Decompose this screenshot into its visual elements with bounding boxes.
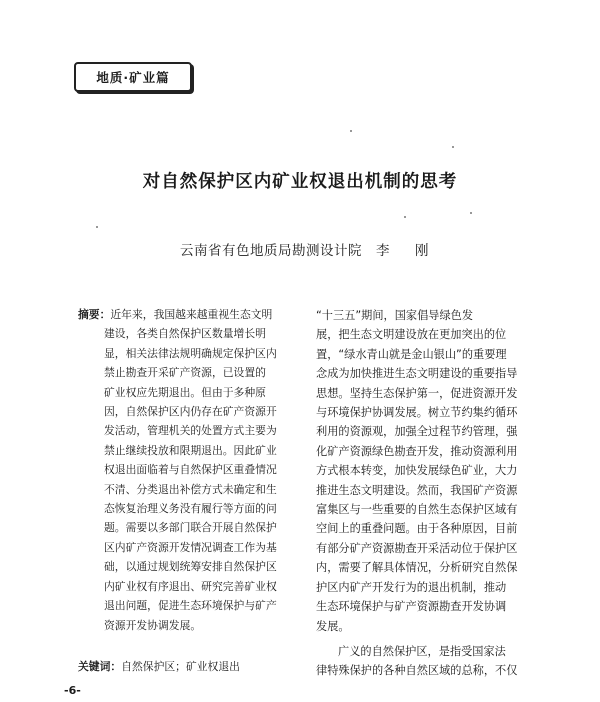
abstract-line: 显，相关法律法规明确规定保护区内 [104, 346, 277, 360]
body-line: 念成为加快推进生态文明建设的重要指导 [316, 367, 518, 381]
body-line: 富集区与一些重要的自然生态保护区域有 [316, 503, 518, 517]
abstract-line: 础，以通过规划统筹安排自然保护区 [104, 560, 277, 574]
abstract-line: 禁止勘查开采矿产资源，已设置的 [104, 366, 266, 380]
body-line: 推进生态文明建设。然而，我国矿产资源 [316, 483, 518, 497]
body-line: 利用的资源观，加强全过程节约管理，强 [316, 425, 518, 439]
abstract-line: 态恢复治理义务没有履行等方面的问 [104, 502, 277, 516]
section-badge [74, 62, 192, 92]
body-line: 有部分矿产资源勘查开采活动位于保护区 [316, 541, 518, 555]
body-line: 生态环境保护与矿产资源勘查开发协调 [316, 600, 507, 614]
keywords [78, 659, 300, 674]
body-line: 广义的自然保护区，是指受国家法 [338, 644, 506, 658]
author-name: 李 刚 [376, 243, 435, 259]
abstract [78, 305, 300, 635]
body-line: 方式根本转变，加快发展绿色矿业，大力 [316, 464, 518, 478]
abstract-line: 矿业权应先期退出。但由于多种原 [104, 385, 266, 399]
abstract-line: 资源开发协调发展。 [104, 618, 202, 632]
abstract-line: 区内矿产资源开发情况调查工作为基 [104, 540, 277, 554]
body-line: 思想。坚持生态保护第一，促进资源开发 [316, 386, 518, 400]
scan-speck [470, 212, 472, 214]
section-label: 地质·矿业篇 [96, 70, 170, 85]
abstract-line: 建设，各类自然保护区数量增长明 [104, 327, 266, 341]
scan-speck [404, 216, 406, 218]
byline [180, 239, 435, 259]
author-affiliation: 云南省有色地质局勘测设计院 [180, 243, 362, 259]
body-line: 化矿产资源绿色勘查开发，推动资源利用 [316, 444, 518, 458]
abstract-label: 摘要： [78, 308, 111, 321]
scan-speck [96, 226, 98, 228]
body-paragraph [316, 642, 548, 681]
abstract-line: 不清、分类退出补偿方式未确定和生 [104, 482, 277, 496]
abstract-line: 权退出面临着与自然保护区重叠情况 [104, 463, 277, 477]
abstract-first-line: 摘要：近年来，我国越来越重视生态文明 [78, 308, 273, 321]
body-line: 护区内矿产开发行为的退出机制，推动 [316, 580, 507, 594]
abstract-line: 发活动，管理机关的处置方式主要为 [104, 424, 277, 438]
article-title: 对自然保护区内矿业权退出机制的思考 [142, 172, 458, 192]
body-column [316, 306, 548, 681]
body-line: 展，把生态文明建设放在更加突出的位 [316, 328, 507, 342]
body-line: 发展。 [316, 619, 350, 633]
page-number: -6- [64, 684, 81, 697]
abstract-line: 内矿业权有序退出、研究完善矿业权 [104, 579, 277, 593]
body-line: 置，“绿水青山就是金山银山”的重要理 [316, 347, 507, 361]
body-line: “十三五”期间，国家倡导绿色发 [316, 309, 474, 322]
body-line: 空间上的重叠问题。由于各种原因，目前 [316, 522, 518, 536]
body-line: 律特殊保护的各种自然区域的总称，不仅 [316, 664, 518, 678]
scan-speck [350, 130, 352, 132]
keywords-text: 自然保护区；矿业权退出 [121, 660, 240, 673]
body-line: 与环境保护协调发展。树立节约集约循环 [316, 406, 518, 420]
abstract-line: 退出问题，促进生态环境保护与矿产 [104, 599, 277, 613]
scan-speck [452, 146, 454, 148]
keywords-label: 关键词： [78, 660, 122, 673]
body-paragraph [316, 306, 548, 636]
abstract-line: 因，自然保护区内仍存在矿产资源开 [104, 405, 277, 419]
abstract-line: 禁止继续投放和限期退出。因此矿业 [104, 443, 277, 457]
body-line: 内，需要了解具体情况，分析研究自然保 [316, 561, 518, 575]
abstract-line: 题。需要以多部门联合开展自然保护 [104, 521, 277, 535]
